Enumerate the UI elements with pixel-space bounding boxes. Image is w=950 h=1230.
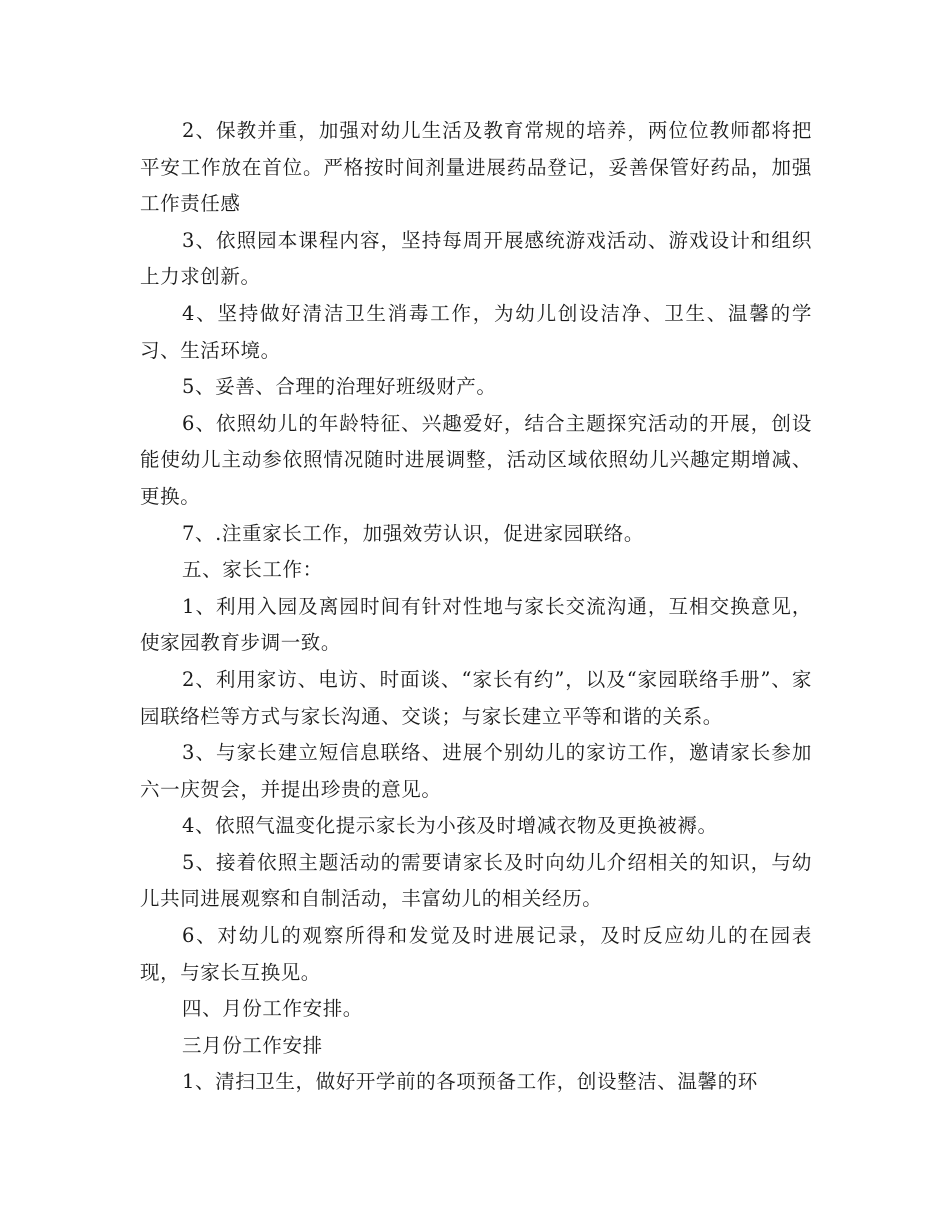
paragraph-sms-contact: 3、与家长建立短信息联络、进展个别幼儿的家访工作，邀请家长参加六一庆贺会，并提出珍贵的意见。	[140, 741, 812, 801]
section-heading-parent-work: 五、家长工作：	[182, 558, 323, 582]
paragraph-observation-records: 6、对幼儿的观察所得和发觉及时进展记录，及时反应幼儿的在园表现，与家长互换见。	[140, 924, 812, 984]
paragraph-activity-areas: 6、依照幼儿的年龄特征、兴趣爱好，结合主题探究活动的开展，创设能使幼儿主动参依照情况随时进展调整，活动区域依照幼儿兴趣定期增减、更换。	[140, 411, 812, 508]
paragraph-parent-work-focus: 7、.注重家长工作，加强效劳认识，促进家园联络。	[182, 521, 645, 545]
paragraph-safety-priority: 2、保教并重，加强对幼儿生活及教育常规的培养，两位位教师都将把平安工作放在首位。严格按时间剂量进展药品登记，妥善保管好药品，加强工作责任感	[140, 119, 812, 216]
paragraph-theme-activities: 5、接着依照主题活动的需要请家长及时向幼儿介绍相关的知识，与幼儿共同进展观察和自制活动，丰富幼儿的相关经历。	[140, 850, 812, 911]
subheading-march-plan: 三月份工作安排	[182, 1033, 323, 1057]
paragraph-curriculum-games: 3、依照园本课程内容，坚持每周开展感统游戏活动、游戏设计和组织上力求创新。	[140, 228, 812, 289]
paragraph-cleaning-prep: 1、清扫卫生，做好开学前的各项预备工作，创设整洁、温馨的环	[182, 1070, 758, 1094]
paragraph-hygiene: 4、坚持做好清洁卫生消毒工作，为幼儿创设洁净、卫生、温馨的学习、生活环境。	[140, 301, 812, 362]
paragraph-weather-reminder: 4、依照气温变化提示家长为小孩及时增减衣物及更换被褥。	[182, 814, 718, 838]
document-body	[140, 113, 812, 1101]
paragraph-class-property: 5、妥善、合理的治理好班级财产。	[182, 375, 497, 399]
paragraph-parent-communication: 1、利用入园及离园时间有针对性地与家长交流沟通，互相交换意见，使家园教育步调一致。	[140, 594, 812, 655]
section-heading-monthly-plan: 四、月份工作安排。	[182, 997, 363, 1021]
paragraph-home-visits: 2、利用家访、电访、时面谈、“家长有约”，以及“家园联络手册”、家园联络栏等方式与家长沟通、交谈；与家长建立平等和谐的关系。	[140, 667, 812, 728]
